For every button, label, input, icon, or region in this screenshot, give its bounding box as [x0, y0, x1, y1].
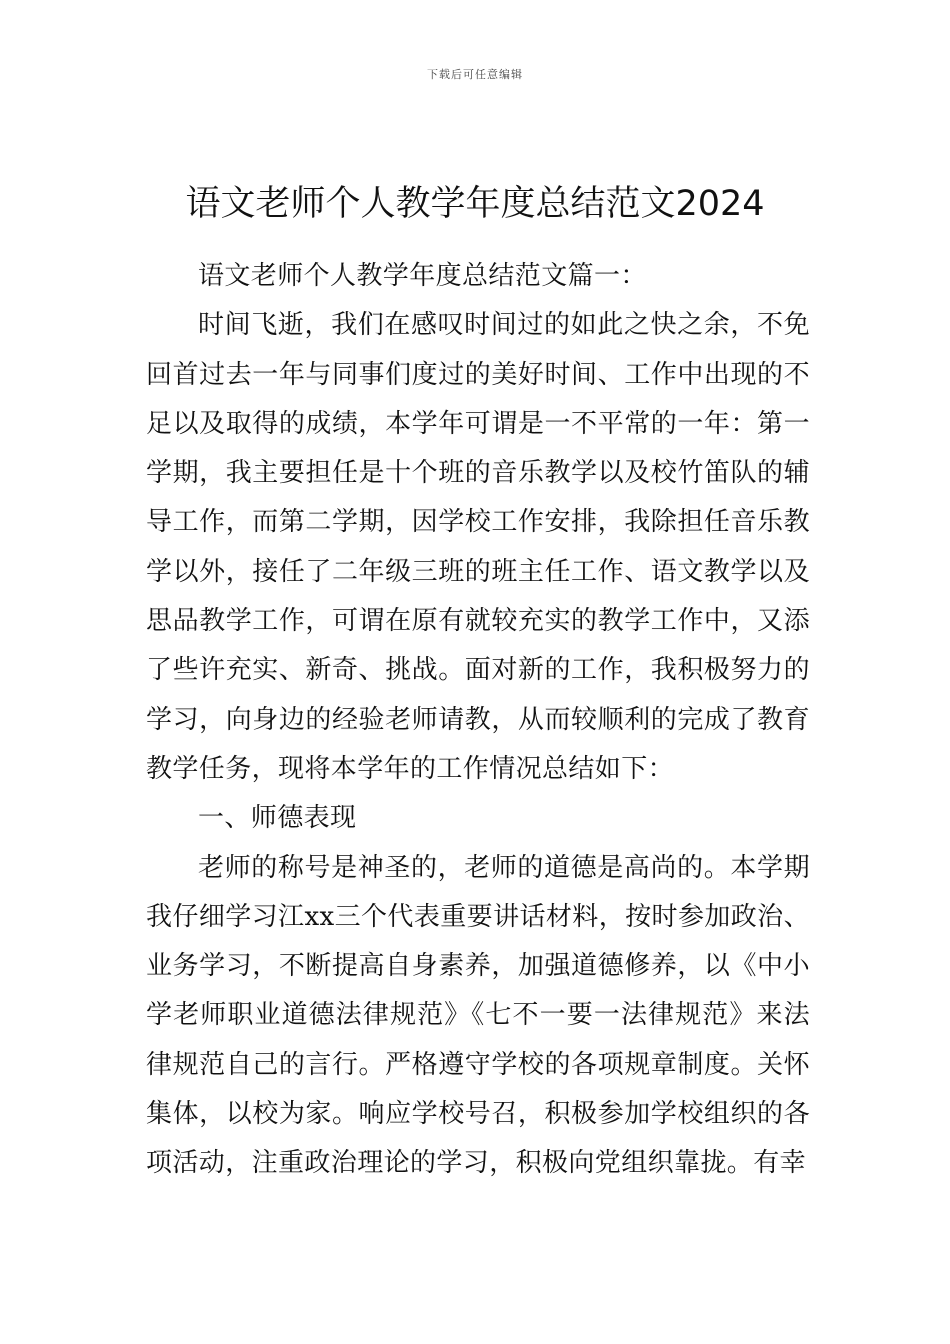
document-title: 语文老师个人教学年度总结范文2024 [185, 184, 765, 224]
document-body [146, 252, 810, 1189]
section-heading-piece-one: 语文老师个人教学年度总结范文篇一： [198, 261, 647, 291]
intro-paragraph: 时间飞逝，我们在感叹时间过的如此之快之余，不免回首过去一年与同事们度过的美好时间、工作中出现的不足以及取得的成绩，本学年可谓是一不平常的一年：第一学期，我主要担任是十个班的音乐教学以及校竹笛队的辅导工作，而第二学期，因学校工作安排，我除担任音乐教学以外，接任了二年级三班的班主任工作、语文教学以及思品教学工作，可谓在原有就较充实的教学工作中，又添了些许充实、新奇、挑战。面对新的工作，我积极努力的学习，向身边的经验老师请教，从而较顺利的完成了教育教学任务，现将本学年的工作情况总结如下： [146, 310, 810, 784]
ethics-paragraph: 老师的称号是神圣的，老师的道德是高尚的。本学期我仔细学习江xx三个代表重要讲话材料，按时参加政治、业务学习，不断提高自身素养，加强道德修养，以《中小学老师职业道德法律规范》《七不一要一法律规范》来法律规范自己的言行。严格遵守学校的各项规章制度。关怀集体，以校为家。响应学校号召，积极参加学校组织的各项活动，注重政治理论的学习，积极向党组织靠拢。有幸 [146, 852, 810, 1179]
section-heading-ethics: 一、师德表现 [198, 803, 357, 834]
header-note: 下载后可任意编辑 [427, 68, 523, 81]
